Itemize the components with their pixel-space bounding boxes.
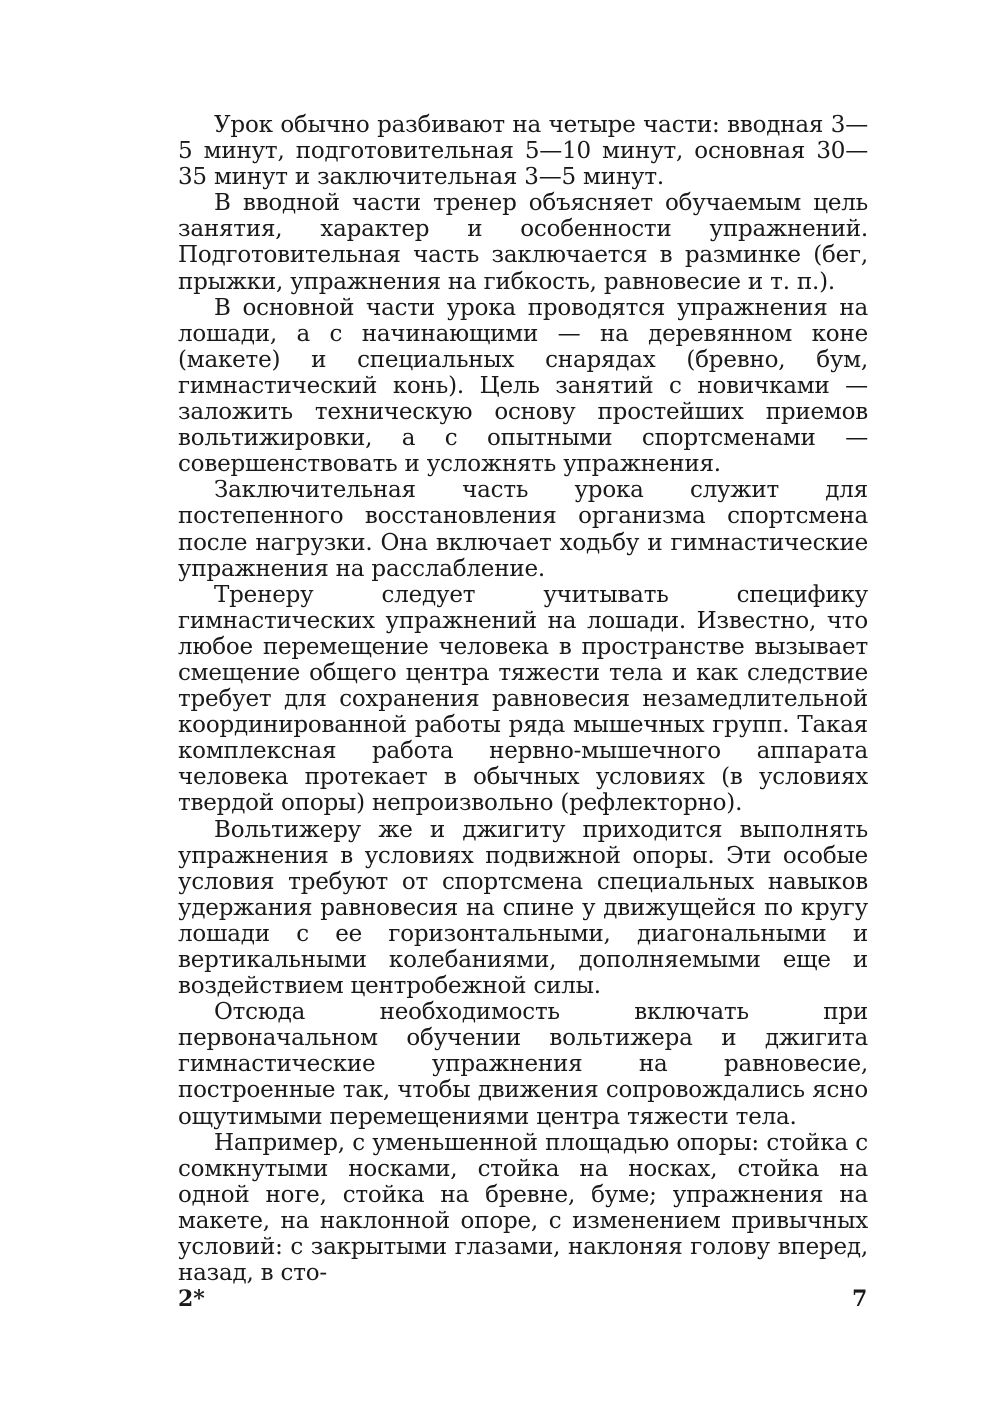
paragraph-balance-exercises: Отсюда необходимость включать при первоначальном обучении вольтижера и джигита гимнастические упражнения на равновесие, построенные так, чтобы движения сопровождались ясно ощутимыми перемещениями центра тяжести тела. [178, 999, 868, 1130]
paragraph-final-part: Заключительная часть урока служит для постепенного восстановления организма спортсмена после нагрузки. Она включает ходьбу и гимнастические упражнения на расслабление. [178, 477, 868, 582]
signature-mark: 2* [178, 1286, 205, 1312]
page-body [178, 112, 868, 1286]
paragraph-intro-part: В вводной части тренер объясняет обучаемым цель занятия, характер и особенности упражнений. Подготовительная часть заключается в разминке (бег, прыжки, упражнения на гибкость, равновесие и т. п.). [178, 190, 868, 295]
paragraph-examples: Например, с уменьшенной площадью опоры: стойка с сомкнутыми носками, стойка на носках, стойка на одной ноге, стойка на бревне, буме; упражнения на макете, на наклонной опоре, с изменением привычных условий: с закрытыми глазами, наклоняя голову вперед, назад, в сто- [178, 1129, 868, 1287]
paragraph-coach-specifics: Тренеру следует учитывать специфику гимнастических упражнений на лошади. Известно, что любое перемещение человека в пространстве вызывает смещение общего центра тяжести тела и как следствие требует для сохранения равновесия незамедлительной координированной работы ряда мышечных групп. Такая комплексная работа нервно-мышечного аппарата человека протекает в обычных условиях (в условиях твердой опоры) непроизвольно (рефлекторно). [178, 581, 868, 817]
paragraph-lesson-parts: Урок обычно разбивают на четыре части: вводная 3—5 минут, подготовительная 5—10 минут, основная 30—35 минут и заключительная 3—5 минут. [178, 112, 868, 191]
paragraph-main-part: В основной части урока проводятся упражнения на лошади, а с начинающими — на деревянном коне (макете) и специальных снарядах (бревно, бум, гимнастический конь). Цель занятий с новичками — заложить техническую основу простейших приемов вольтижировки, а с опытными спортсменами — совершенствовать и усложнять упражнения. [178, 294, 868, 478]
paragraph-moving-support: Вольтижеру же и джигиту приходится выполнять упражнения в условиях подвижной опоры. Эти особые условия требуют от спортсмена специальных навыков удержания равновесия на спине у движущейся по кругу лошади с ее горизонтальными, диагональными и вертикальными колебаниями, дополняемыми еще и воздействием центробежной силы. [178, 816, 868, 1000]
page-number: 7 [852, 1286, 868, 1312]
